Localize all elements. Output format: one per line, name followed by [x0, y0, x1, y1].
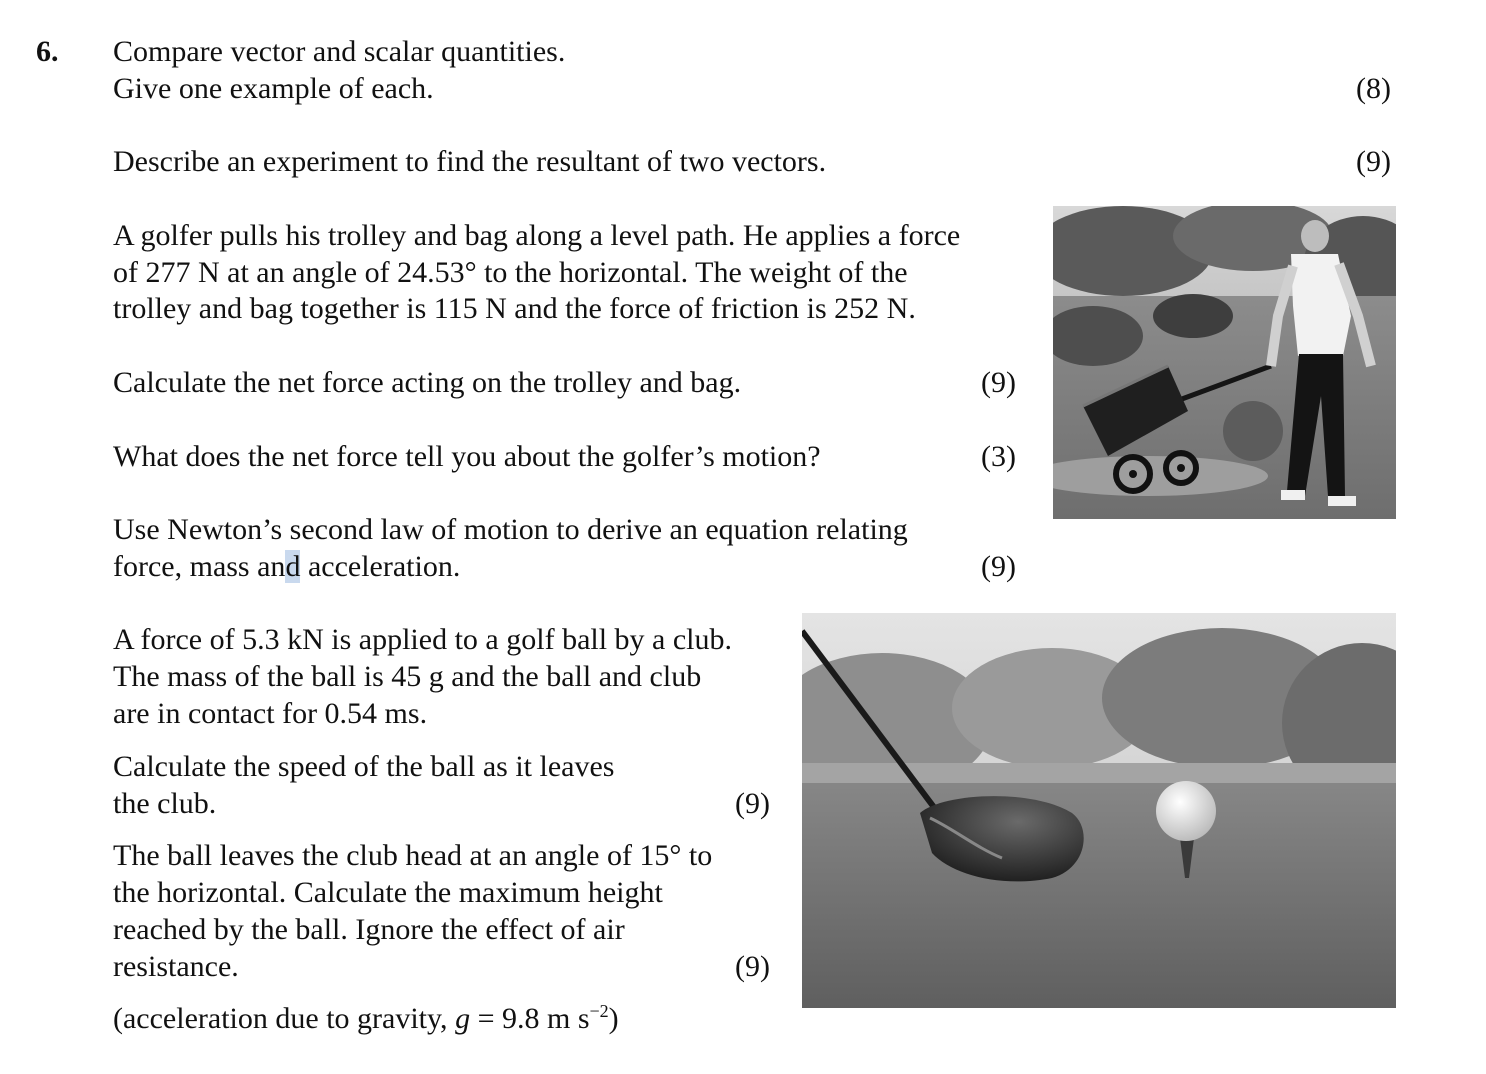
- newton-line1: Use Newton’s second law of motion to derive an equation relating: [113, 513, 908, 546]
- golfer-intro-line3: trolley and bag together is 115 N and the force of friction is 252 N.: [113, 292, 916, 325]
- height-line1: The ball leaves the club head at an angle of 15° to: [113, 839, 713, 872]
- gravity-symbol: g: [455, 1002, 471, 1035]
- ball-intro-line2: The mass of the ball is 45 g and the ball and club: [113, 660, 702, 693]
- ball-intro-line1: A force of 5.3 kN is applied to a golf ball by a club.: [113, 623, 733, 656]
- golfer-illustration: [1053, 206, 1396, 519]
- height-line3: reached by the ball. Ignore the effect of air: [113, 913, 625, 946]
- newton-marks: (9): [981, 550, 1016, 583]
- question-number: 6.: [36, 35, 59, 68]
- newton-line2: [113, 548, 460, 585]
- newton-line2-c: acceleration.: [300, 550, 461, 583]
- gravity-suffix: ): [608, 1002, 619, 1035]
- gravity-prefix: (acceleration due to gravity,: [113, 1002, 456, 1035]
- speed-marks: (9): [735, 787, 770, 820]
- gravity-note: [113, 1000, 619, 1037]
- ball-intro-line3: are in contact for 0.54 ms.: [113, 697, 428, 730]
- text-selection-highlight[interactable]: d: [285, 550, 301, 583]
- golfer-intro-line1: A golfer pulls his trolley and bag along a level path. He applies a force: [113, 219, 961, 252]
- net-force-text: Calculate the net force acting on the trolley and bag.: [113, 366, 742, 399]
- newton-line2-a: force, mass an: [113, 550, 286, 583]
- part2-text: Describe an experiment to find the resultant of two vectors.: [113, 145, 827, 178]
- height-line4: resistance.: [113, 950, 239, 983]
- speed-line2: the club.: [113, 787, 217, 820]
- club-ball-photo: [802, 613, 1396, 1008]
- speed-line1: Calculate the speed of the ball as it leaves: [113, 750, 615, 783]
- golfer-photo: [1053, 206, 1396, 519]
- gravity-exponent: −2: [589, 1001, 609, 1021]
- part2-marks: (9): [1356, 145, 1391, 178]
- part1-line1: Compare vector and scalar quantities.: [113, 35, 566, 68]
- gravity-value: = 9.8 m s: [470, 1002, 590, 1035]
- part1-marks: (8): [1356, 72, 1391, 105]
- motion-marks: (3): [981, 440, 1016, 473]
- height-marks: (9): [735, 950, 770, 983]
- part1-line2: Give one example of each.: [113, 72, 434, 105]
- golfer-intro-line2: of 277 N at an angle of 24.53° to the horizontal. The weight of the: [113, 256, 908, 289]
- motion-text: What does the net force tell you about the golfer’s motion?: [113, 440, 821, 473]
- club-ball-illustration: [802, 613, 1396, 1008]
- height-line2: the horizontal. Calculate the maximum height: [113, 876, 663, 909]
- net-force-marks: (9): [981, 366, 1016, 399]
